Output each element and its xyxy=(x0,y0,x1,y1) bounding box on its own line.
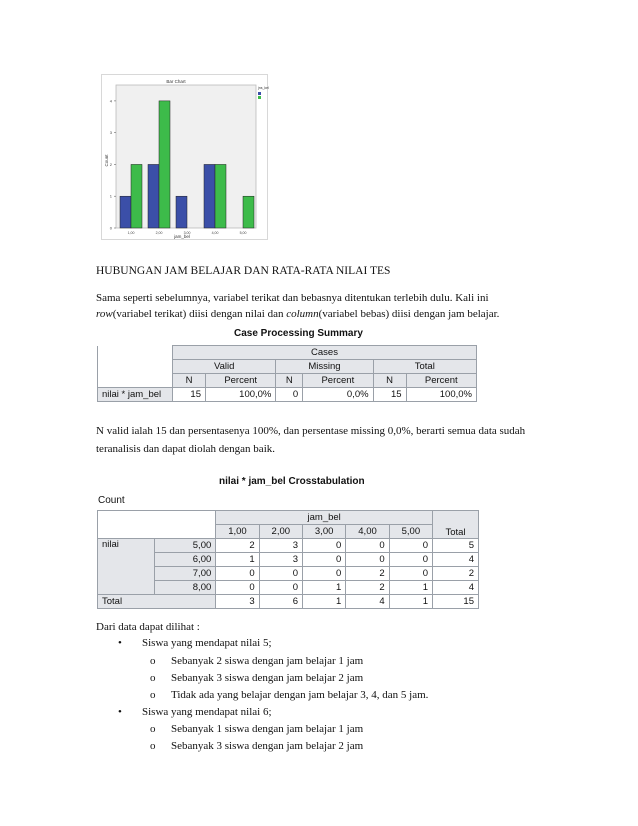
jam-bel-header: jam_bel xyxy=(216,511,433,525)
total-col-header: Total xyxy=(433,511,479,539)
table-cell: 15 xyxy=(173,388,206,402)
bar xyxy=(131,164,142,228)
n-header: N xyxy=(276,374,303,388)
bar xyxy=(243,196,254,228)
table-cell: 2 xyxy=(433,567,479,581)
row-var-label: nilai xyxy=(98,539,155,595)
percent-header: Percent xyxy=(303,374,373,388)
column-term: column xyxy=(286,308,319,320)
sub-marker: o xyxy=(150,723,156,735)
table-cell: 0 xyxy=(259,567,302,581)
chart-title: Bar Chart xyxy=(166,79,186,84)
table-cell: 0 xyxy=(302,567,345,581)
table-cell: 0 xyxy=(389,553,432,567)
paragraph-1-line-2 xyxy=(96,307,499,323)
col-header: 2,00 xyxy=(259,525,302,539)
table-cell: 0 xyxy=(346,539,389,553)
col-header: 5,00 xyxy=(389,525,432,539)
list-item: Siswa yang mendapat nilai 6; xyxy=(142,706,272,718)
y-axis-label: Count xyxy=(104,154,109,167)
crosstab-title: nilai * jam_bel Crosstabulation xyxy=(219,476,365,487)
table-cell: 0 xyxy=(389,539,432,553)
row-label: 8,00 xyxy=(155,581,216,595)
table-cell: 1 xyxy=(389,581,432,595)
percent-header: Percent xyxy=(406,374,476,388)
row-label: 6,00 xyxy=(155,553,216,567)
bar xyxy=(215,164,226,228)
bar xyxy=(148,164,159,228)
sub-list-item: Sebanyak 3 siswa dengan jam belajar 2 jam xyxy=(171,740,364,752)
legend-swatch xyxy=(258,92,261,95)
table-cell: 0 xyxy=(216,581,259,595)
table-cell: 4 xyxy=(346,595,389,609)
bar xyxy=(120,196,131,228)
crosstab-table xyxy=(97,510,479,609)
valid-header: Valid xyxy=(173,360,276,374)
crosstab-corner xyxy=(98,511,216,539)
table-cell: 2 xyxy=(346,581,389,595)
missing-header: Missing xyxy=(276,360,373,374)
table-cell: 5 xyxy=(433,539,479,553)
sub-marker: o xyxy=(150,672,156,684)
legend-title: jns_kel xyxy=(258,86,269,90)
sub-list-item: Tidak ada yang belajar dengan jam belajar 3, 4, dan 5 jam. xyxy=(171,689,429,701)
bar xyxy=(159,101,170,228)
y-tick-label: 3 xyxy=(109,130,112,136)
table-cell: 15 xyxy=(373,388,406,402)
n-header: N xyxy=(373,374,406,388)
table-row xyxy=(98,553,479,567)
table-cell: 1 xyxy=(302,595,345,609)
table-cell: 0 xyxy=(259,581,302,595)
table-cell: 0 xyxy=(216,567,259,581)
table-cell: 0 xyxy=(346,553,389,567)
table-row xyxy=(98,581,479,595)
case-summary-corner xyxy=(98,346,173,388)
sub-list-item: Sebanyak 2 siswa dengan jam belajar 1 jam xyxy=(171,655,364,667)
row-label: 7,00 xyxy=(155,567,216,581)
list-intro: Dari data dapat dilihat : xyxy=(96,621,200,633)
case-summary-table xyxy=(97,345,477,402)
x-tick-label: 4,00 xyxy=(211,231,219,235)
sub-list-item: Sebanyak 1 siswa dengan jam belajar 1 jam xyxy=(171,723,364,735)
table-cell: 1 xyxy=(216,553,259,567)
x-tick-label: 1,00 xyxy=(127,231,135,235)
table-cell: 3 xyxy=(216,595,259,609)
x-tick-label: 2,00 xyxy=(155,231,163,235)
list-item: Siswa yang mendapat nilai 5; xyxy=(142,637,272,649)
legend-swatch xyxy=(258,96,261,99)
table-cell: 4 xyxy=(433,581,479,595)
sub-marker: o xyxy=(150,655,156,667)
y-tick-label: 4 xyxy=(109,98,112,104)
table-row xyxy=(98,539,479,553)
sub-marker: o xyxy=(150,689,156,701)
table-cell: 0,0% xyxy=(303,388,373,402)
table-cell: 1 xyxy=(389,595,432,609)
col-header: 3,00 xyxy=(302,525,345,539)
col-header: 1,00 xyxy=(216,525,259,539)
col-header: 4,00 xyxy=(346,525,389,539)
sub-list-item: Sebanyak 3 siswa dengan jam belajar 2 jam xyxy=(171,672,364,684)
row-label: 5,00 xyxy=(155,539,216,553)
bar xyxy=(176,196,187,228)
table-row xyxy=(98,567,479,581)
table-cell: 100,0% xyxy=(206,388,276,402)
total-header: Total xyxy=(373,360,476,374)
paragraph-2-line-1: N valid ialah 15 dan persentasenya 100%, dan persentase missing 0,0%, berarti semua data sudah xyxy=(96,425,526,437)
bar-chart xyxy=(101,74,268,240)
total-row-label: Total xyxy=(98,595,216,609)
table-cell: 2 xyxy=(346,567,389,581)
cases-header: Cases xyxy=(173,346,477,360)
para1-text-d: (variabel bebas) diisi dengan jam belajar. xyxy=(318,308,500,320)
sub-marker: o xyxy=(150,740,156,752)
table-cell: 4 xyxy=(433,553,479,567)
table-cell: 3 xyxy=(259,553,302,567)
x-axis-label: jam_bel xyxy=(174,234,190,239)
bar xyxy=(204,164,215,228)
percent-header: Percent xyxy=(206,374,276,388)
y-tick-label: 0 xyxy=(109,225,112,231)
y-tick-label: 2 xyxy=(109,161,112,167)
table-cell: 6 xyxy=(259,595,302,609)
case-summary-title: Case Processing Summary xyxy=(234,328,363,339)
table-cell: 15 xyxy=(433,595,479,609)
bullet-marker: • xyxy=(118,706,122,718)
table-cell: 0 xyxy=(389,567,432,581)
total-row xyxy=(98,595,479,609)
table-cell: 0 xyxy=(302,539,345,553)
row-term: row xyxy=(96,308,113,320)
x-tick-label: 3,00 xyxy=(183,231,191,235)
table-cell: 2 xyxy=(216,539,259,553)
count-label: Count xyxy=(98,495,125,506)
table-cell: 0 xyxy=(276,388,303,402)
case-summary-row-label: nilai * jam_bel xyxy=(98,388,173,402)
paragraph-2-line-2: teranalisis dan dapat diolah dengan baik. xyxy=(96,443,275,455)
table-cell: 3 xyxy=(259,539,302,553)
bullet-marker: • xyxy=(118,637,122,649)
table-cell: 1 xyxy=(302,581,345,595)
bar-chart-svg xyxy=(102,75,267,239)
x-tick-label: 5,00 xyxy=(239,231,247,235)
paragraph-1-line-1: Sama seperti sebelumnya, variabel terikat dan bebasnya ditentukan terlebih dulu. Kali ini xyxy=(96,292,489,304)
table-cell: 100,0% xyxy=(406,388,476,402)
para1-text-b: (variabel terikat) diisi dengan nilai dan xyxy=(112,308,287,320)
section-heading: HUBUNGAN JAM BELAJAR DAN RATA-RATA NILAI TES xyxy=(96,265,391,277)
y-tick-label: 1 xyxy=(109,193,112,199)
table-cell: 0 xyxy=(302,553,345,567)
n-header: N xyxy=(173,374,206,388)
